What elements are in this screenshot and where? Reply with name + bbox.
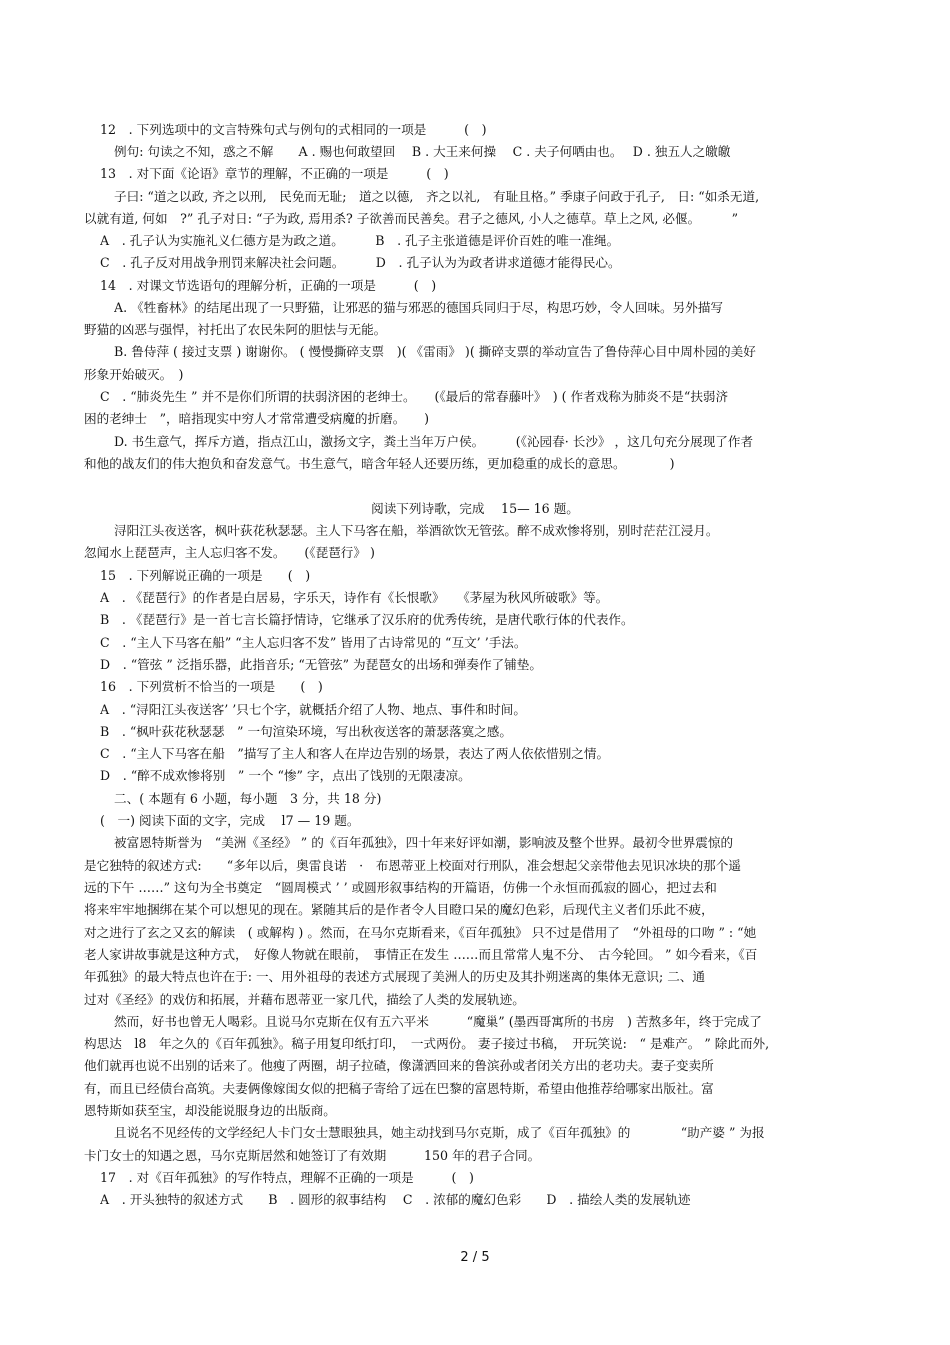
question-16: 16 . 下列赏析不恰当的一项是 ( ) — [100, 679, 323, 694]
passage-line: 恩特斯如获至宝，却没能说服身边的出版商。 — [84, 1103, 336, 1118]
option-line: B. 鲁侍萍 ( 接过支票 ) 谢谢你。 ( 慢慢撕碎支票 )( 《雷雨》 )( 撕碎支票的举动宣告了鲁侍萍心目中周朴园的美好 — [114, 344, 756, 359]
passage-line: 被富恩特斯誉为 “美洲《圣经》 ” 的《百年孤独》，四十年来好评如潮，影响波及整个世界。最初令世界震惊的 — [114, 835, 734, 850]
passage-line: 构思达 l8 年之久的《百年孤独》。稿子用复印纸打印， 一式两份。 妻子接过书稿， 开玩笑说: “ 是难产。 ” 除此而外, — [84, 1036, 770, 1051]
question-13: 13 . 对下面《论语》章节的理解，不正确的一项是 ( ) — [100, 166, 449, 181]
passage-line: 且说名不见经传的文学经纪人卡门女士慧眼独具，她主动找到马尔克斯，成了《百年孤独》的 “助产婆 ” 为报 — [114, 1125, 765, 1140]
question-12: 12 . 下列选项中的文言特殊句式与例句的式相同的一项是 ( ) — [100, 122, 487, 137]
passage-line: 是它独特的叙述方式: “多年以后，奥雷良诺 · 布恩蒂亚上校面对行刑队，准会想起父亲带他去见识冰块的那个遥 — [84, 858, 741, 873]
passage-line: 远的下午 ……” 这句为全书奠定 “圆周模式 ’ ’ 或圆形叙事结构的开篇语，仿佛一个永恒而孤寂的圆心，把过去和 — [84, 880, 717, 895]
option-line: D . “管弦 ” 泛指乐器，此指音乐; “无管弦” 为琵琶女的出场和弹奏作了铺垫。 — [100, 657, 542, 672]
page-number: 2 / 5 — [460, 1250, 490, 1265]
option-line: C . “主人下马客在船” “主人忘归客不发” 皆用了古诗常见的 “互文’ ’手法。 — [100, 635, 527, 650]
question-12-options: 例句: 句读之不知，惑之不解 A . 赐也何敢望回 B . 大王来何操 C . 夫子何哂由也。 D . 独五人之皦皦 — [114, 144, 731, 159]
option-line: D . “醉不成欢惨将别 ” 一个 “惨” 字，点出了饯别的无限凄凉。 — [100, 768, 471, 783]
option-line: A. 《牲畜林》的结尾出现了一只野猫，让邪恶的猫与邪恶的德国兵同归于尽，构思巧妙，令人回味。另外描写 — [114, 300, 724, 315]
text-line: 困的老绅士 ”，暗指现实中穷人才常常遭受病魔的折磨。 ) — [84, 411, 430, 426]
question-15: 15 . 下列解说正确的一项是 ( ) — [100, 568, 311, 583]
subsection-heading: ( 一) 阅读下面的文字，完成 l7 — 19 题。 — [100, 813, 360, 828]
passage-line: 对之进行了玄之又玄的解读 ( 或解构 ) 。然而，在马尔克斯看来，《百年孤独》 只不过是借用了 “外祖母的口吻 ” : “她 — [84, 925, 757, 940]
question-17-options: A . 开头独特的叙述方式 B . 圆形的叙事结构 C . 浓郁的魔幻色彩 D . 描绘人类的发展轨迹 — [100, 1192, 691, 1207]
poem-line: 浔阳江头夜送客，枫叶荻花秋瑟瑟。主人下马客在船，举酒欲饮无管弦。醉不成欢惨将别，别时茫茫江浸月。 — [114, 523, 719, 538]
question-14: 14 . 对课文节选语句的理解分析，正确的一项是 ( ) — [100, 278, 437, 293]
passage-line: 他们就再也说不出别的话来了。他瘦了两圈，胡子拉碴，像潇洒回来的鲁滨孙或者闭关方出的老功夫。妻子变卖所 — [84, 1058, 714, 1073]
passage-line: 然而，好书也曾无人喝彩。且说马尔克斯在仅有五六平米 “魔巢” (墨西哥寓所的书房 ) 苦熬多年，终于完成了 — [114, 1014, 762, 1029]
passage-line: 年孤独》的最大特点也许在于: 一、用外祖母的表述方式展现了美洲人的历史及其扑朔迷离的集体无意识; 二、通 — [84, 969, 705, 984]
option-line: C . “主人下马客在船 ”描写了主人和客人在岸边告别的场景，表达了两人依依惜别之情。 — [100, 746, 610, 761]
option-line: B . “枫叶荻花秋瑟瑟 ” 一句渲染环境，写出秋夜送客的萧瑟落寞之感。 — [100, 724, 512, 739]
option-line: A . “浔阳江头夜送客’ ’只七个字，就概括介绍了人物、地点、事件和时间。 — [100, 702, 526, 717]
passage-line: 有，而且已经债台高筑。夫妻俩像嫁闺女似的把稿子寄给了远在巴黎的富恩特斯，希望由他推荐给哪家出版社。富 — [84, 1081, 714, 1096]
text-line: 形象开始破灭。 ) — [84, 367, 184, 382]
text-line: 和他的战友们的伟大抱负和奋发意气。书生意气，暗含年轻人还要历练，更加稳重的成长的意思。 ) — [84, 456, 675, 471]
section-heading: 二、( 本题有 6 小题，每小题 3 分，共 18 分) — [114, 791, 382, 806]
passage-line: 过对《圣经》的戏仿和拓展，并藉布恩蒂亚一家几代，描绘了人类的发展轨迹。 — [84, 992, 525, 1007]
passage-line: 将来牢牢地捆绑在某个可以想见的现在。紧随其后的是作者令人目瞪口呆的魔幻色彩，后现代主义者们乐此不疲， — [84, 902, 714, 917]
text-line: 以就有道, 何如 ?” 孔子对日: “子为政, 焉用杀? 子欲善而民善矣。君子之德风, 小人之德草。草上之风, 必偃。 ” — [84, 211, 739, 226]
option-line: D. 书生意气，挥斥方遒，指点江山，激扬文字，粪土当年万户侯。 (《沁园春· 长沙》 ，这几句充分展现了作者 — [114, 434, 754, 449]
section-heading-poem: 阅读下列诗歌，完成 15— 16 题。 — [371, 501, 579, 516]
option-line: B . 《琵琶行》是一首七言长篇抒情诗，它继承了汉乐府的优秀传统，是唐代歌行体的代表作。 — [100, 612, 634, 627]
passage-line: 卡门女士的知遇之恩，马尔克斯居然和她签订了有效期 150 年的君子合同。 — [84, 1148, 541, 1163]
option-line: A . 孔子认为实施礼义仁德方是为政之道。 B . 孔子主张道德是评价百姓的唯一准绳。 — [100, 233, 620, 248]
poem-line: 忽闻水上琵琶声，主人忘归客不发。 (《琵琶行》 ) — [84, 545, 375, 560]
option-line: A . 《琵琶行》的作者是白居易，字乐天，诗作有《长恨歌》 《茅屋为秋风所破歌》等。 — [100, 590, 609, 605]
option-line: C . 孔子反对用战争刑罚来解决社会问题。 D . 孔子认为为政者讲求道德才能得民心。 — [100, 255, 621, 270]
text-line: 子曰: “道之以政, 齐之以刑, 民免而无耻; 道之以德, 齐之以礼, 有耻且格。” 季康子问政于孔子, 日: “如杀无道, — [114, 189, 760, 204]
question-17: 17 . 对《百年孤独》的写作特点，理解不正确的一项是 ( ) — [100, 1170, 474, 1185]
text-line: 野猫的凶恶与强悍，衬托出了农民朱阿的胆怯与无能。 — [84, 322, 387, 337]
option-line: C . “肺炎先生 ” 并不是你们所谓的扶弱济困的老绅士。 (《最后的常春藤叶》 ) ( 作者戏称为肺炎不是“扶弱济 — [100, 389, 729, 404]
passage-line: 老人家讲故事就是这种方式， 好像人物就在眼前， 事情正在发生 ……而且常常人鬼不分、 古今轮回。 ” 如今看来，《百 — [84, 947, 758, 962]
